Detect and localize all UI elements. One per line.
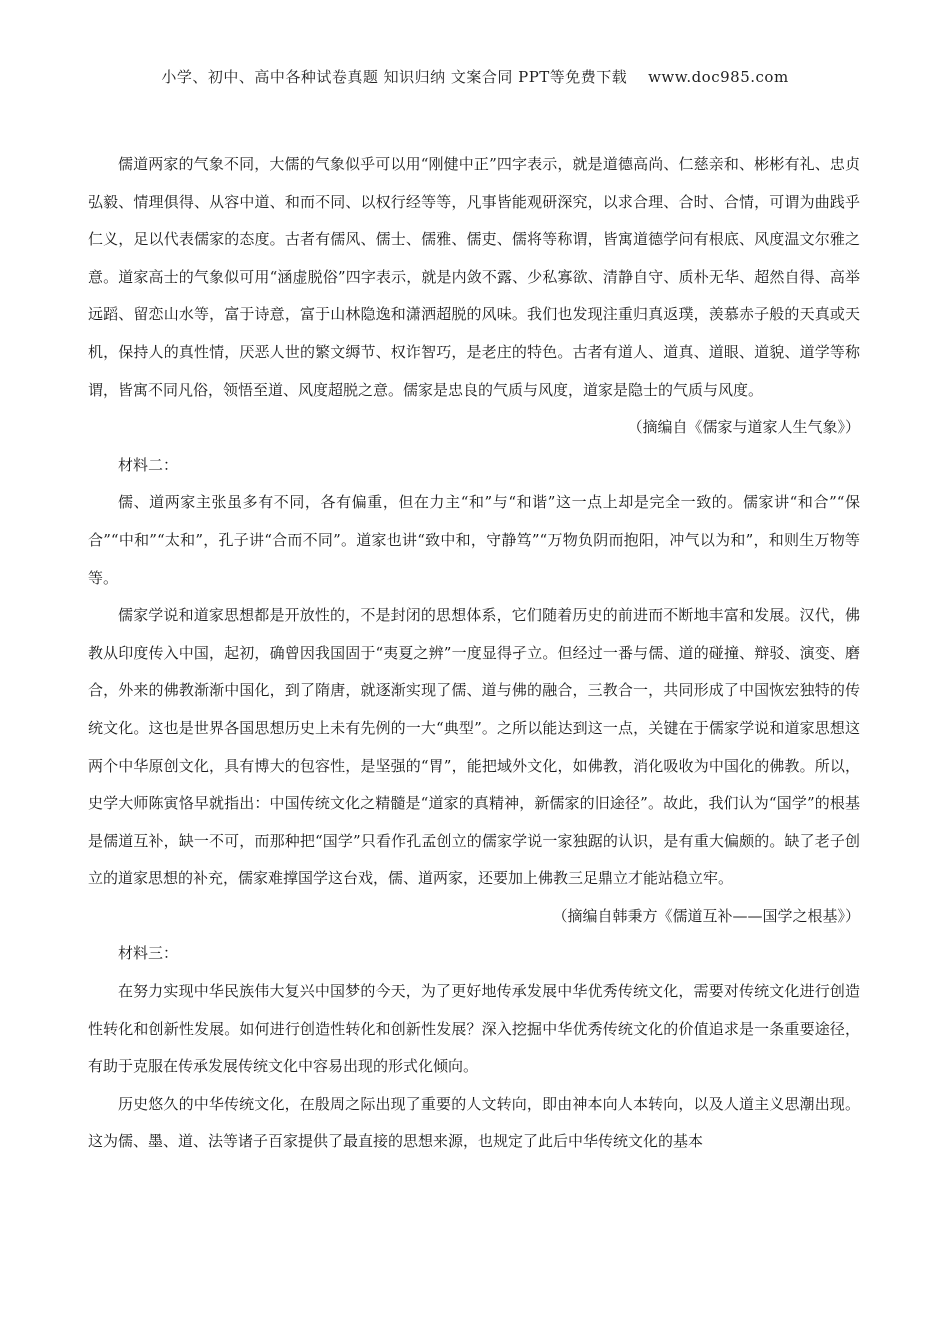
material-3-heading: 材料三： (118, 944, 179, 963)
paragraph-1: 儒道两家的气象不同，大儒的气象似乎可以用“刚健中正”四字表示，就是道德高尚、仁慈亲和、彬彬有礼、忠贞弘毅、情理俱得、从容中道、和而不同、以权行经等等，凡事皆能观研深究，以求合理、合时、合情，可谓为曲践乎仁义，足以代表儒家的态度。古者有儒风、儒士、儒雅、儒吏、儒将等称谓，皆寓道德学问有根底、风度温文尔雅之意。道家高士的气象似可用“涵虚脱俗”四字表示，就是内敛不露、少私寡欲、清静自守、质朴无华、超然自得、高举远蹈、留恋山水等，富于诗意，富于山林隐逸和潇洒超脱的风味。我们也发现注重归真返璞，羡慕赤子般的天真或天机，保持人的真性情，厌恶人世的繁文缛节、权诈智巧，是老庄的特色。古者有道人、道真、道眼、道貌、道学等称谓，皆寓不同凡俗，领悟至道、风度超脱之意。儒家是忠良的气质与风度，道家是隐士的气质与风度。 (88, 155, 860, 399)
source-citation-1: （摘编自《儒家与道家人生气象》） (627, 418, 860, 437)
paragraph-4: 在努力实现中华民族伟大复兴中国梦的今天，为了更好地传承发展中华优秀传统文化，需要对传统文化进行创造性转化和创新性发展。如何进行创造性转化和创新性发展？深入挖掘中华优秀传统文化的价值追求是一条重要途径，有助于克服在传承发展传统文化中容易出现的形式化倾向。 (88, 982, 860, 1076)
paragraph-5: 历史悠久的中华传统文化，在殷周之际出现了重要的人文转向，即由神本向人本转向，以及人道主义思潮出现。这为儒、墨、道、法等诸子百家提供了最直接的思想来源，也规定了此后中华传统文化的基本 (88, 1094, 860, 1151)
paragraph-3: 儒家学说和道家思想都是开放性的，不是封闭的思想体系，它们随着历史的前进而不断地丰富和发展。汉代，佛教从印度传入中国，起初，确曾因我国固于“夷夏之辨”一度显得孑立。但经过一番与儒、道的碰撞、辩驳、演变、磨合，外来的佛教渐渐中国化，到了隋唐，就逐渐实现了儒、道与佛的融合，三教合一，共同形成了中国恢宏独特的传统文化。这也是世界各国思想历史上未有先例的一大“典型”。之所以能达到这一点，关键在于儒家学说和道家思想这两个中华原创文化，具有博大的包容性，是坚强的“胃”，能把域外文化，如佛教，消化吸收为中国化的佛教。所以，史学大师陈寅恪早就指出：中国传统文化之精髓是“道家的真精神，新儒家的旧途径”。故此，我们认为“国学”的根基是儒道互补，缺一不可，而那种把“国学”只看作孔孟创立的儒家学说一家独踞的认识，是有重大偏颇的。缺了老子创立的道家思想的补充，儒家难撑国学这台戏，儒、道两家，还要加上佛教三足鼎立才能站稳立牢。 (88, 606, 860, 888)
paragraph-2: 儒、道两家主张虽多有不同，各有偏重，但在力主“和”与“和谐”这一点上却是完全一致的。儒家讲“和合”“保合”“中和”“太和”，孔子讲“合而不同”。道家也讲“致中和，守静笃”“万物负阴而抱阳，冲气以为和”，和则生万物等等。 (88, 493, 860, 587)
material-2-heading: 材料二： (118, 455, 179, 474)
page-header: 小学、初中、高中各种试卷真题 知识归纳 文案合同 PPT等免费下载 www.doc985.com (161, 68, 789, 86)
article-body (88, 146, 860, 1161)
source-citation-2: （摘编自韩秉方《儒道互补——国学之根基》） (552, 906, 860, 925)
